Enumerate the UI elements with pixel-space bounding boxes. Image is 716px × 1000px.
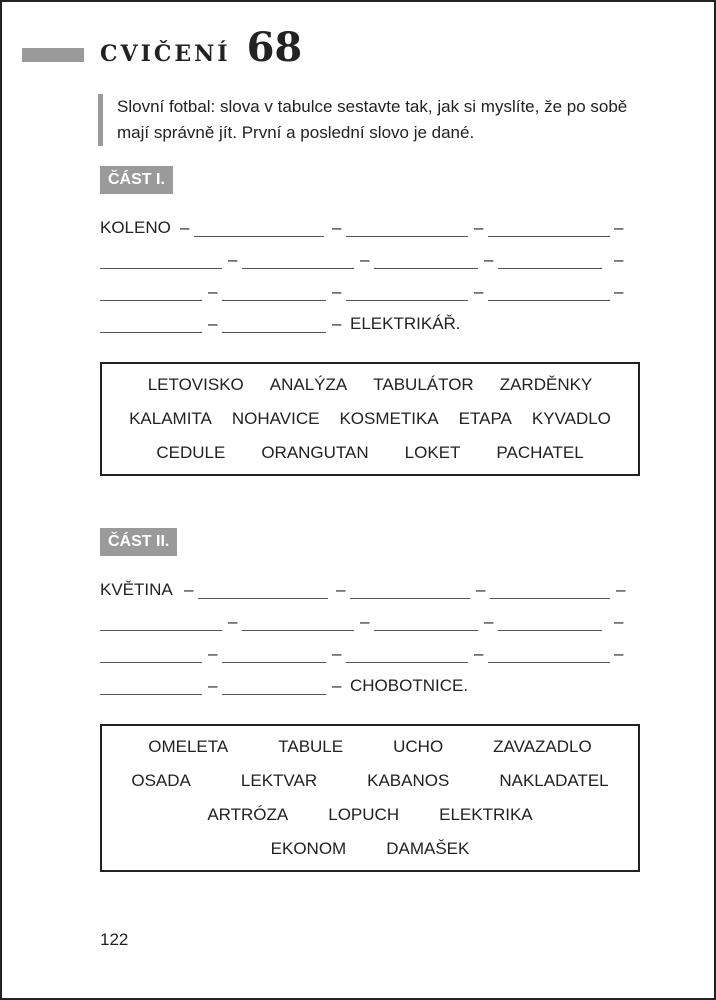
word-option: PACHATEL xyxy=(496,443,584,462)
chain-row xyxy=(100,612,640,644)
answer-blank[interactable] xyxy=(222,300,326,301)
chain-row xyxy=(100,218,640,250)
chain-row xyxy=(100,580,640,612)
start-word: KVĚTINA xyxy=(100,580,173,599)
chain-row xyxy=(100,250,640,282)
word-option: LOKET xyxy=(404,443,461,462)
dash: – xyxy=(228,250,238,269)
dash: – xyxy=(484,250,494,269)
answer-blank[interactable] xyxy=(490,598,610,599)
word-line xyxy=(102,764,638,798)
part-1-word-box xyxy=(100,362,640,476)
word-option: KOSMETIKA xyxy=(339,409,439,428)
answer-blank[interactable] xyxy=(100,694,202,695)
word-option: OMELETA xyxy=(148,737,229,756)
answer-blank[interactable] xyxy=(498,630,602,631)
word-line xyxy=(102,832,638,866)
word-option: ARTRÓZA xyxy=(207,805,289,824)
dash: – xyxy=(476,580,486,599)
word-line xyxy=(102,436,638,470)
dash: – xyxy=(614,612,624,631)
word-option: ZARDĚNKY xyxy=(499,375,593,394)
answer-blank[interactable] xyxy=(194,236,324,237)
word-option: KABANOS xyxy=(367,771,450,790)
word-option: LEKTVAR xyxy=(240,771,318,790)
dash: – xyxy=(332,314,342,333)
exercise-label: CVIČENÍ xyxy=(100,41,231,67)
word-option: ANALÝZA xyxy=(269,375,348,394)
part-1-label: ČÁST I. xyxy=(100,166,173,194)
answer-blank[interactable] xyxy=(100,300,202,301)
word-line xyxy=(102,402,638,436)
exercise-number: 68 xyxy=(246,24,303,71)
word-option: LETOVISKO xyxy=(147,375,244,394)
word-option: EKONOM xyxy=(270,839,347,858)
page-number: 122 xyxy=(100,930,129,949)
dash: – xyxy=(484,612,494,631)
dash: – xyxy=(180,218,190,237)
chain-row xyxy=(100,314,640,346)
chain-row xyxy=(100,282,640,314)
header-bar xyxy=(22,48,84,62)
answer-blank[interactable] xyxy=(242,268,354,269)
end-word: CHOBOTNICE. xyxy=(350,676,469,695)
answer-blank[interactable] xyxy=(222,694,326,695)
dash: – xyxy=(184,580,194,599)
word-option: OSADA xyxy=(131,771,191,790)
dash: – xyxy=(614,250,624,269)
dash: – xyxy=(616,580,626,599)
answer-blank[interactable] xyxy=(350,598,470,599)
word-line xyxy=(102,730,638,764)
answer-blank[interactable] xyxy=(222,662,326,663)
word-option: NOHAVICE xyxy=(231,409,320,428)
part-2-chain xyxy=(100,580,640,708)
dash: – xyxy=(208,644,218,663)
dash: – xyxy=(208,676,218,695)
answer-blank[interactable] xyxy=(374,268,478,269)
dash: – xyxy=(208,282,218,301)
word-line xyxy=(102,798,638,832)
answer-blank[interactable] xyxy=(374,630,478,631)
dash: – xyxy=(614,218,624,237)
dash: – xyxy=(474,644,484,663)
word-option: CEDULE xyxy=(156,443,226,462)
answer-blank[interactable] xyxy=(100,662,202,663)
word-option: TABULE xyxy=(278,737,344,756)
dash: – xyxy=(332,282,342,301)
dash: – xyxy=(336,580,346,599)
dash: – xyxy=(360,612,370,631)
word-option: LOPUCH xyxy=(328,805,400,824)
word-option: DAMAŠEK xyxy=(386,839,470,858)
word-line xyxy=(102,368,638,402)
dash: – xyxy=(614,644,624,663)
answer-blank[interactable] xyxy=(100,332,202,333)
end-word: ELEKTRIKÁŘ. xyxy=(350,314,461,333)
answer-blank[interactable] xyxy=(198,598,328,599)
word-option: NAKLADATEL xyxy=(499,771,609,790)
answer-blank[interactable] xyxy=(488,662,610,663)
start-word: KOLENO xyxy=(100,218,171,237)
part-2-word-box xyxy=(100,724,640,872)
dash: – xyxy=(614,282,624,301)
part-1-chain xyxy=(100,218,640,346)
instructions: Slovní fotbal: slova v tabulce sestavte tak, jak si myslíte, že po sobě mají správně jít. První a poslední slovo je dané. xyxy=(98,94,657,146)
answer-blank[interactable] xyxy=(488,300,610,301)
dash: – xyxy=(208,314,218,333)
answer-blank[interactable] xyxy=(100,268,222,269)
answer-blank[interactable] xyxy=(488,236,610,237)
answer-blank[interactable] xyxy=(222,332,326,333)
word-option: KYVADLO xyxy=(531,409,611,428)
exercise-header xyxy=(100,24,302,71)
word-option: ORANGUTAN xyxy=(261,443,369,462)
word-option: ELEKTRIKA xyxy=(439,805,533,824)
dash: – xyxy=(474,218,484,237)
dash: – xyxy=(360,250,370,269)
dash: – xyxy=(474,282,484,301)
word-option: TABULÁTOR xyxy=(373,375,474,394)
dash: – xyxy=(332,644,342,663)
chain-row xyxy=(100,644,640,676)
part-2-label: ČÁST II. xyxy=(100,528,177,556)
word-option: ZAVAZADLO xyxy=(493,737,592,756)
word-option: ETAPA xyxy=(458,409,512,428)
answer-blank[interactable] xyxy=(242,630,354,631)
dash: – xyxy=(332,676,342,695)
answer-blank[interactable] xyxy=(498,268,602,269)
answer-blank[interactable] xyxy=(346,300,468,301)
chain-row xyxy=(100,676,640,708)
answer-blank[interactable] xyxy=(100,630,222,631)
dash: – xyxy=(228,612,238,631)
word-option: KALAMITA xyxy=(129,409,212,428)
dash: – xyxy=(332,218,342,237)
answer-blank[interactable] xyxy=(346,662,468,663)
word-option: UCHO xyxy=(393,737,444,756)
answer-blank[interactable] xyxy=(346,236,468,237)
